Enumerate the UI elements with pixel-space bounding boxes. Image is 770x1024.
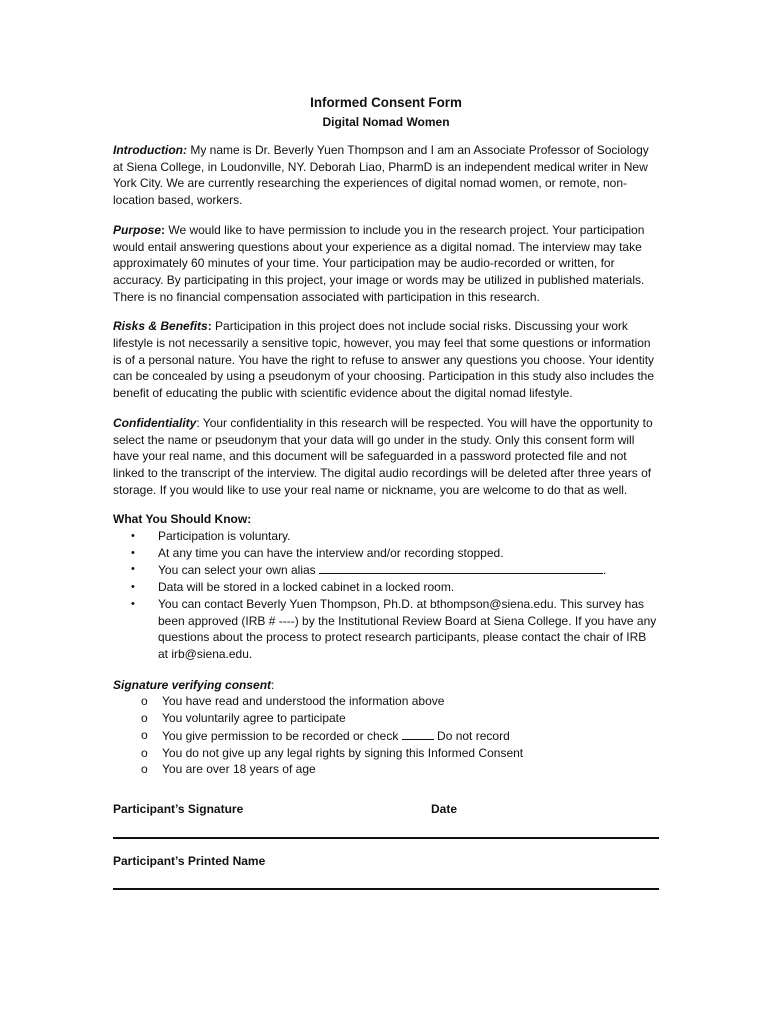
purpose-paragraph: [113, 222, 659, 306]
confidentiality-paragraph: [113, 415, 659, 499]
bullet-icon: •: [131, 546, 135, 559]
list-item: [113, 710, 659, 727]
list-item: [113, 545, 659, 562]
list-item: [113, 528, 659, 545]
introduction-text: My name is Dr. Beverly Yuen Thompson and I am an Associate Professor of Sociology at Siena College, in Loudonville, NY. Deborah Liao, PharmD is an independent medical writer in New York City. We are currently researching the experiences of digital nomad women, or remote, non-location based, workers.: [113, 143, 649, 208]
list-item: [113, 579, 659, 596]
circle-bullet-icon: o: [141, 694, 148, 709]
risks-text: Participation in this project does not include social risks. Discussing your work lifestyle is not necessarily a sensitive topic, however, you may feel that some questions or information is of a personal nature. You have the right to refuse to answer any questions you choose. Your identity can be concealed by using a pseudonym of your choosing. Participation in this study also includes the benefit of educating the public with scientific evidence about the digital nomad lifestyle.: [113, 319, 655, 401]
date-label: Date: [431, 802, 458, 816]
risks-paragraph: [113, 318, 659, 402]
list-item: [113, 761, 659, 778]
what-you-should-know-heading: What You Should Know:: [113, 512, 252, 527]
bullet-icon: •: [131, 581, 135, 594]
printed-name-label: Participant’s Printed Name: [113, 854, 266, 868]
bullet-icon: •: [131, 530, 135, 543]
introduction-paragraph: [113, 142, 659, 209]
consent-form-body: [113, 94, 659, 778]
introduction-heading: Introduction:: [113, 143, 187, 157]
list-item-text: You give permission to be recorded or check: [162, 728, 399, 743]
circle-bullet-icon: o: [141, 745, 148, 760]
list-item-text: Data will be stored in a locked cabinet in a locked room.: [158, 580, 455, 595]
list-item: [113, 693, 659, 710]
list-item-text: You can contact Beverly Yuen Thompson, Ph.D. at bthompson@siena.edu. This survey has been approved (IRB # ----) by the Institutional Review Board at Siena College. If you have any questions about the process to protect research participants, please contact the chair of IRB at irb@siena.edu.: [158, 596, 657, 661]
what-you-should-know-list: [113, 528, 659, 663]
list-item-text: Participation is voluntary.: [158, 529, 291, 544]
circle-bullet-icon: o: [141, 727, 148, 742]
purpose-colon: :: [161, 222, 166, 237]
consent-list: [113, 693, 659, 778]
consent-heading-text: Signature verifying consent: [113, 677, 272, 692]
list-item: [113, 745, 659, 762]
signature-line[interactable]: [113, 837, 659, 839]
list-item: [113, 561, 659, 579]
do-not-record-check-field[interactable]: [402, 727, 434, 740]
list-item-text: You are over 18 years of age: [162, 762, 316, 777]
circle-bullet-icon: o: [141, 762, 148, 777]
alias-blank-field[interactable]: [319, 561, 603, 574]
list-item-text: You have read and understood the information above: [162, 694, 445, 709]
printed-name-line[interactable]: [113, 888, 659, 890]
list-item-text: You voluntarily agree to participate: [162, 711, 346, 726]
risks-heading: Risks & Benefits: [113, 319, 208, 334]
circle-bullet-icon: o: [141, 711, 148, 726]
purpose-text: We would like to have permission to include you in the research project. Your participation would entail answering questions about your experience as a digital nomad. The interview may take approximately 60 minutes of your time. Your participation may be audio-recorded or written, for accuracy. By participating in this project, your image or words may be utilized in published materials. There is no financial compensation associated with participation in this research.: [113, 222, 645, 304]
alias-period: .: [603, 563, 607, 578]
consent-heading-colon: :: [271, 677, 275, 692]
signature-verifying-consent-heading: [113, 677, 659, 694]
risks-colon: :: [207, 319, 212, 334]
list-item-text: You do not give up any legal rights by signing this Informed Consent: [162, 745, 524, 760]
bullet-icon: •: [131, 597, 135, 610]
list-item: [113, 596, 659, 663]
confidentiality-heading: Confidentiality: [113, 415, 197, 430]
list-item-text: You can select your own alias: [158, 563, 316, 578]
do-not-record-text: Do not record: [433, 728, 510, 743]
list-item-text: At any time you can have the interview and/or recording stopped.: [158, 545, 504, 560]
bullet-icon: •: [131, 563, 135, 576]
page-title: Informed Consent Form: [310, 95, 462, 110]
list-item: [113, 727, 659, 745]
participant-signature-label: Participant’s Signature: [113, 802, 244, 816]
confidentiality-text: : Your confidentiality in this research will be respected. You will have the opportunity to select the name or pseudonym that your data will go under in the study. Only this consent form will have your real name, and this document will be safeguarded in a password protected file and not linked to the transcript of the interview. The digital audio recordings will be deleted after three years of storage. If you would like to use your real name or nickname, you are welcome to do that as well.: [113, 415, 653, 497]
page-subtitle: Digital Nomad Women: [322, 115, 450, 129]
purpose-heading: Purpose: [113, 222, 162, 237]
